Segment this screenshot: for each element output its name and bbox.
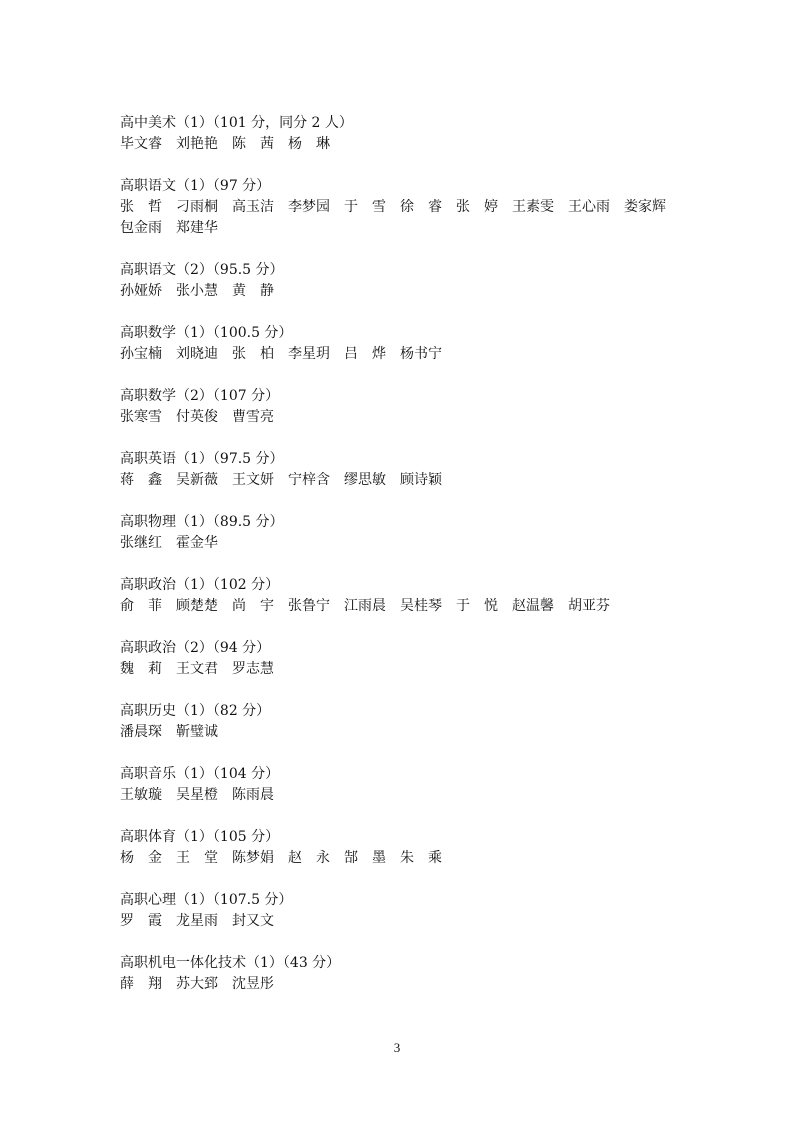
name-list: [120, 722, 720, 743]
person-name: 杨 金: [120, 850, 162, 866]
person-name: 霍金华: [176, 535, 218, 551]
score-group: [120, 385, 720, 428]
group-title: 高职数学（1）（100.5 分）: [120, 325, 293, 341]
person-name: 江雨晨: [344, 598, 386, 614]
group-title: 高职物理（1）（89.5 分）: [120, 514, 284, 530]
person-name: 张寒雪: [120, 409, 162, 425]
person-name: 张 柏: [232, 346, 274, 362]
name-list: [120, 596, 720, 617]
person-name: 吴星橙: [176, 787, 218, 803]
person-name: 吴新薇: [176, 472, 218, 488]
person-name: 封又文: [232, 913, 274, 929]
name-list: [120, 344, 720, 365]
person-name: 俞 菲: [120, 598, 162, 614]
person-name: 罗 霞: [120, 913, 162, 929]
person-name: 付英俊: [176, 409, 218, 425]
person-name: 刁雨桐: [176, 199, 218, 215]
person-name: 杨书宁: [400, 346, 442, 362]
person-name: 张 哲: [120, 199, 162, 215]
person-name: 王文君: [176, 661, 218, 677]
person-name: 缪思敏: [344, 472, 386, 488]
name-list: [120, 911, 720, 932]
person-name: 于 悦: [456, 598, 498, 614]
person-name: 郜 墨: [344, 850, 386, 866]
name-list: [120, 785, 720, 806]
person-name: 于 雪: [344, 199, 386, 215]
name-list: [120, 470, 720, 491]
person-name: 陈梦娟: [232, 850, 274, 866]
name-list: [120, 281, 720, 302]
person-name: 张继红: [120, 535, 162, 551]
group-title: 高职音乐（1）（104 分）: [120, 766, 280, 782]
person-name: 王文妍: [232, 472, 274, 488]
person-name: 曹雪亮: [232, 409, 274, 425]
person-name: 王心雨: [568, 199, 610, 215]
score-group: [120, 448, 720, 491]
person-name: 罗志慧: [232, 661, 274, 677]
name-list: [120, 974, 720, 995]
score-group: [120, 259, 720, 302]
score-group: [120, 175, 720, 239]
score-group: [120, 889, 720, 932]
person-name: 薛 翔: [120, 976, 162, 992]
group-title: 高职历史（1）（82 分）: [120, 703, 271, 719]
group-title: 高职英语（1）（97.5 分）: [120, 451, 284, 467]
score-group: [120, 700, 720, 743]
page-number: 3: [393, 1040, 401, 1055]
name-list: [120, 659, 720, 680]
person-name: 张鲁宁: [288, 598, 330, 614]
person-name: 尚 宇: [232, 598, 274, 614]
person-name: 王素雯: [512, 199, 554, 215]
person-name: 黄 静: [232, 283, 274, 299]
person-name: 郑建华: [176, 220, 218, 236]
person-name: 李星玥: [288, 346, 330, 362]
person-name: 徐 睿: [400, 199, 442, 215]
person-name: 李梦园: [288, 199, 330, 215]
person-name: 吴桂琴: [400, 598, 442, 614]
score-group: [120, 637, 720, 680]
name-list: [120, 533, 720, 554]
score-group: [120, 322, 720, 365]
person-name: 顾诗颖: [400, 472, 442, 488]
person-name: 包金雨: [120, 220, 162, 236]
group-title: 高中美术（1）（101 分，同分 2 人）: [120, 115, 353, 131]
person-name: 杨 琳: [288, 136, 330, 152]
person-name: 孙娅娇: [120, 283, 162, 299]
person-name: 赵 永: [288, 850, 330, 866]
person-name: 王敏璇: [120, 787, 162, 803]
person-name: 张小慧: [176, 283, 218, 299]
person-name: 陈雨晨: [232, 787, 274, 803]
person-name: 赵温馨: [512, 598, 554, 614]
person-name: 刘艳艳: [176, 136, 218, 152]
person-name: 朱 乘: [400, 850, 442, 866]
person-name: 高玉洁: [232, 199, 274, 215]
person-name: 沈昱彤: [232, 976, 274, 992]
person-name: 蒋 鑫: [120, 472, 162, 488]
person-name: 苏大郅: [176, 976, 218, 992]
person-name: 龙星雨: [176, 913, 218, 929]
person-name: 潘晨琛: [120, 724, 162, 740]
score-group: [120, 511, 720, 554]
person-name: 娄家辉: [624, 199, 666, 215]
person-name: 陈 茜: [232, 136, 274, 152]
person-name: 孙宝楠: [120, 346, 162, 362]
person-name: 刘晓迪: [176, 346, 218, 362]
group-title: 高职政治（1）（102 分）: [120, 577, 280, 593]
person-name: 胡亚芬: [568, 598, 610, 614]
name-list: [120, 197, 720, 239]
document-body: [120, 112, 720, 1015]
score-group: [120, 763, 720, 806]
group-title: 高职数学（2）（107 分）: [120, 388, 280, 404]
score-group: [120, 952, 720, 995]
group-title: 高职心理（1）（107.5 分）: [120, 892, 293, 908]
group-title: 高职体育（1）（105 分）: [120, 829, 280, 845]
person-name: 毕文睿: [120, 136, 162, 152]
person-name: 魏 莉: [120, 661, 162, 677]
score-group: [120, 112, 720, 155]
name-list: [120, 134, 720, 155]
name-list: [120, 848, 720, 869]
name-list: [120, 407, 720, 428]
person-name: 靳璧诚: [176, 724, 218, 740]
group-title: 高职政治（2）（94 分）: [120, 640, 271, 656]
person-name: 张 婷: [456, 199, 498, 215]
person-name: 吕 烨: [344, 346, 386, 362]
group-title: 高职机电一体化技术（1）（43 分）: [120, 955, 341, 971]
group-title: 高职语文（1）（97 分）: [120, 178, 271, 194]
person-name: 王 堂: [176, 850, 218, 866]
group-title: 高职语文（2）（95.5 分）: [120, 262, 284, 278]
person-name: 宁梓含: [288, 472, 330, 488]
score-group: [120, 826, 720, 869]
person-name: 顾楚楚: [176, 598, 218, 614]
score-group: [120, 574, 720, 617]
